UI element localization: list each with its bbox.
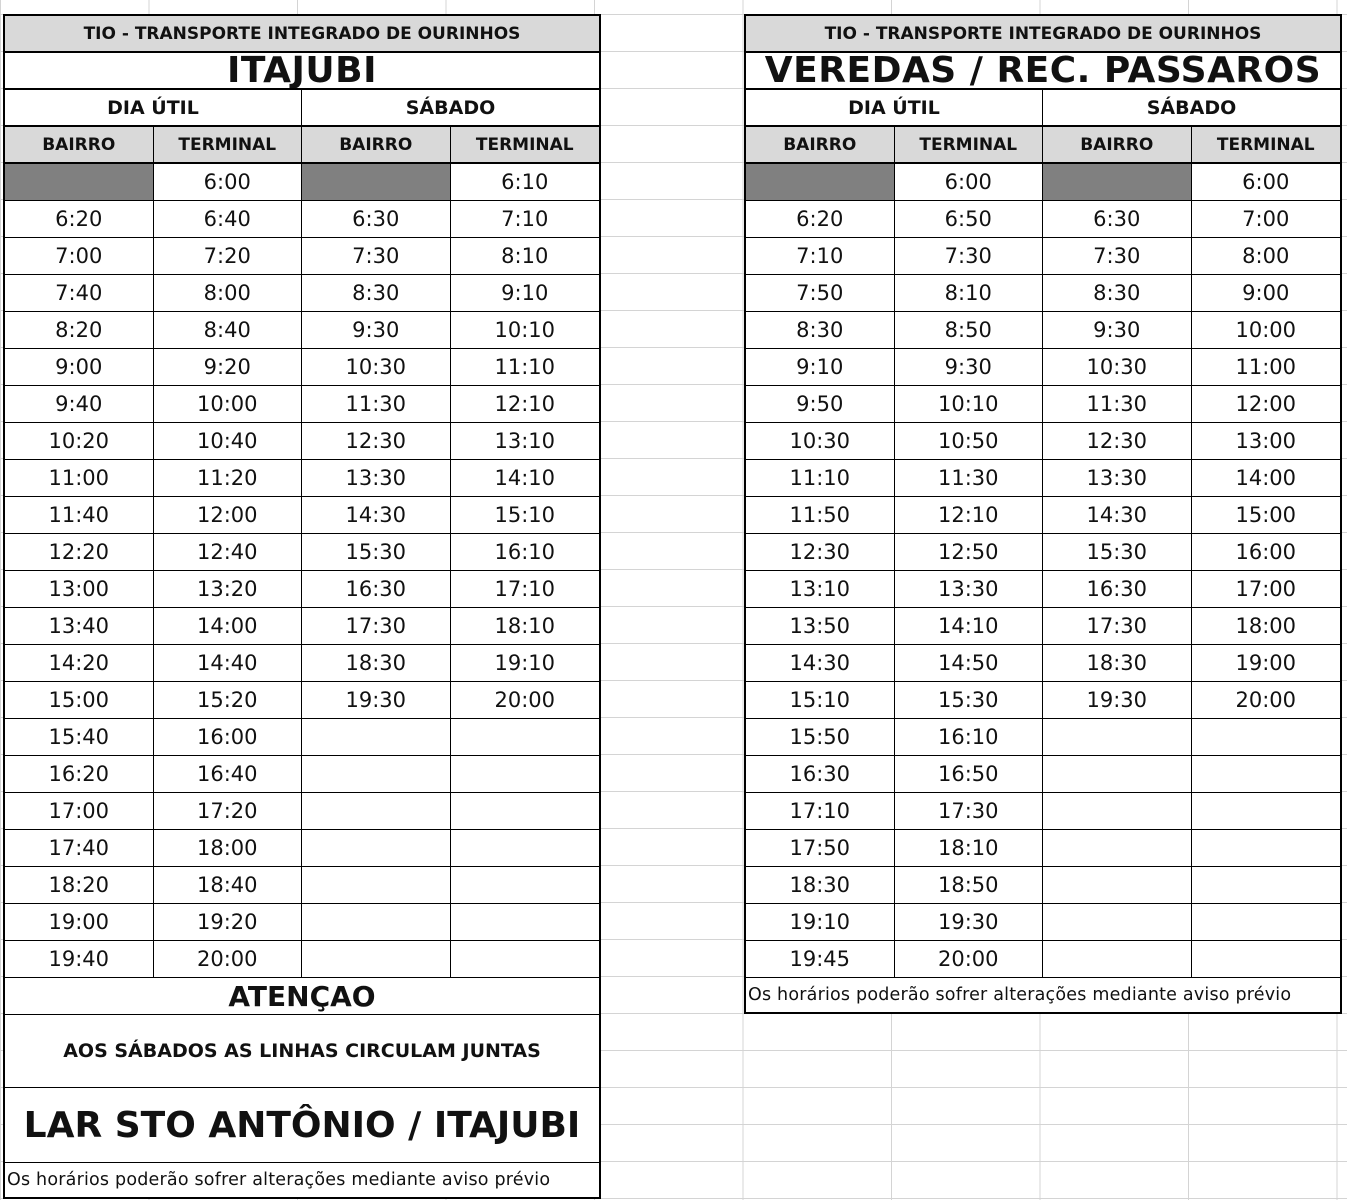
day-header-saturday[interactable]: SÁBADO	[302, 90, 599, 127]
schedule-cell[interactable]: 20:00	[451, 682, 600, 719]
schedule-cell[interactable]: 19:00	[5, 904, 154, 941]
schedule-cell[interactable]	[1192, 867, 1341, 904]
saturday-notice[interactable]: AOS SÁBADOS AS LINHAS CIRCULAM JUNTAS	[5, 1015, 599, 1088]
schedule-cell[interactable]: 13:20	[154, 571, 303, 608]
joint-route-title[interactable]: LAR STO ANTÔNIO / ITAJUBI	[5, 1088, 599, 1163]
schedule-cell[interactable]: 10:00	[1192, 312, 1341, 349]
schedule-cell[interactable]: 7:40	[5, 275, 154, 312]
schedule-cell[interactable]: 17:00	[5, 793, 154, 830]
schedule-cell[interactable]: 17:10	[746, 793, 895, 830]
schedule-cell[interactable]: 19:30	[1043, 682, 1192, 719]
schedule-cell[interactable]: 8:00	[154, 275, 303, 312]
timetable-itajubi	[3, 14, 601, 1199]
schedule-cell[interactable]: 15:30	[895, 682, 1044, 719]
schedule-cell[interactable]: 16:10	[451, 534, 600, 571]
schedule-cell[interactable]: 14:30	[746, 645, 895, 682]
schedule-cell[interactable]	[302, 830, 451, 867]
schedule-cell[interactable]: 18:00	[154, 830, 303, 867]
schedule-cell[interactable]: 7:50	[746, 275, 895, 312]
route-title[interactable]: VEREDAS / REC. PASSAROS	[746, 53, 1340, 90]
schedule-cell[interactable]	[451, 756, 600, 793]
schedule-cell[interactable]: 13:30	[895, 571, 1044, 608]
schedule-cell[interactable]: 18:50	[895, 867, 1044, 904]
schedule-cell[interactable]	[302, 904, 451, 941]
schedule-cell[interactable]: 14:10	[451, 460, 600, 497]
schedule-disclaimer[interactable]: Os horários poderão sofrer alterações mediante aviso prévio	[748, 985, 1292, 1005]
schedule-cell[interactable]	[1192, 830, 1341, 867]
day-header-saturday[interactable]: SÁBADO	[1043, 90, 1340, 127]
column-header-bairro[interactable]: BAIRRO	[302, 127, 451, 164]
schedule-cell[interactable]: 9:00	[5, 349, 154, 386]
route-title[interactable]: ITAJUBI	[5, 53, 599, 90]
schedule-cell[interactable]: 15:50	[746, 719, 895, 756]
schedule-cell[interactable]: 7:10	[746, 238, 895, 275]
schedule-cell[interactable]: 6:50	[895, 201, 1044, 238]
schedule-cell[interactable]: 20:00	[154, 941, 303, 978]
schedule-disclaimer[interactable]: Os horários poderão sofrer alterações mediante aviso prévio	[7, 1170, 551, 1190]
schedule-cell[interactable]: 9:10	[451, 275, 600, 312]
schedule-cell[interactable]: 10:00	[154, 386, 303, 423]
schedule-cell[interactable]: 16:00	[154, 719, 303, 756]
attention-heading[interactable]: ATENÇAO	[5, 978, 599, 1015]
timetable-veredas	[744, 14, 1342, 1014]
schedule-cell[interactable]	[451, 867, 600, 904]
schedule-cell[interactable]	[5, 164, 154, 201]
schedule-cell[interactable]: 10:30	[1043, 349, 1192, 386]
schedule-cell[interactable]: 13:50	[746, 608, 895, 645]
schedule-cell[interactable]: 18:40	[154, 867, 303, 904]
schedule-cell[interactable]: 7:30	[1043, 238, 1192, 275]
schedule-cell[interactable]: 7:00	[5, 238, 154, 275]
schedule-cell[interactable]: 12:40	[154, 534, 303, 571]
schedule-cell[interactable]: 6:30	[1043, 201, 1192, 238]
schedule-cell[interactable]: 6:00	[895, 164, 1044, 201]
schedule-cell[interactable]: 17:00	[1192, 571, 1341, 608]
schedule-cell[interactable]: 8:20	[5, 312, 154, 349]
schedule-cell[interactable]: 13:30	[1043, 460, 1192, 497]
schedule-cell[interactable]: 14:20	[5, 645, 154, 682]
schedule-cell[interactable]: 14:50	[895, 645, 1044, 682]
schedule-cell[interactable]: 9:20	[154, 349, 303, 386]
schedule-cell[interactable]: 19:30	[895, 904, 1044, 941]
schedule-cell[interactable]	[1043, 756, 1192, 793]
schedule-cell[interactable]: 16:30	[1043, 571, 1192, 608]
column-header-bairro[interactable]: BAIRRO	[746, 127, 895, 164]
schedule-cell[interactable]: 14:30	[302, 497, 451, 534]
schedule-cell[interactable]	[302, 164, 451, 201]
schedule-cell[interactable]: 17:50	[746, 830, 895, 867]
schedule-cell[interactable]: 9:30	[895, 349, 1044, 386]
schedule-cell[interactable]: 15:00	[1192, 497, 1341, 534]
column-header-terminal[interactable]: TERMINAL	[451, 127, 600, 164]
schedule-cell[interactable]: 16:40	[154, 756, 303, 793]
schedule-cell[interactable]: 13:10	[746, 571, 895, 608]
schedule-cell[interactable]	[451, 793, 600, 830]
schedule-cell[interactable]: 11:00	[1192, 349, 1341, 386]
schedule-cell[interactable]: 12:30	[746, 534, 895, 571]
column-header-bairro[interactable]: BAIRRO	[5, 127, 154, 164]
schedule-cell[interactable]	[1043, 793, 1192, 830]
schedule-cell[interactable]	[1043, 904, 1192, 941]
schedule-cell[interactable]: 6:30	[302, 201, 451, 238]
schedule-cell[interactable]: 19:20	[154, 904, 303, 941]
schedule-cell[interactable]: 11:30	[1043, 386, 1192, 423]
schedule-cell[interactable]: 10:10	[451, 312, 600, 349]
schedule-cell[interactable]: 11:20	[154, 460, 303, 497]
column-header-terminal[interactable]: TERMINAL	[154, 127, 303, 164]
schedule-cell[interactable]: 11:30	[895, 460, 1044, 497]
schedule-cell[interactable]: 19:10	[746, 904, 895, 941]
schedule-cell[interactable]: 19:40	[5, 941, 154, 978]
schedule-cell[interactable]: 20:00	[1192, 682, 1341, 719]
schedule-cell[interactable]: 12:20	[5, 534, 154, 571]
schedule-cell[interactable]: 11:30	[302, 386, 451, 423]
schedule-cell[interactable]: 8:30	[1043, 275, 1192, 312]
schedule-cell[interactable]: 19:45	[746, 941, 895, 978]
schedule-cell[interactable]: 15:40	[5, 719, 154, 756]
schedule-cell[interactable]	[1192, 756, 1341, 793]
schedule-cell[interactable]: 9:30	[1043, 312, 1192, 349]
schedule-cell[interactable]: 16:30	[302, 571, 451, 608]
schedule-cell[interactable]: 19:00	[1192, 645, 1341, 682]
schedule-cell[interactable]: 8:50	[895, 312, 1044, 349]
schedule-cell[interactable]: 14:40	[154, 645, 303, 682]
schedule-cell[interactable]: 11:50	[746, 497, 895, 534]
schedule-cell[interactable]: 7:30	[302, 238, 451, 275]
schedule-cell[interactable]	[1043, 719, 1192, 756]
schedule-cell[interactable]: 18:10	[895, 830, 1044, 867]
schedule-cell[interactable]: 15:00	[5, 682, 154, 719]
schedule-cell[interactable]: 14:00	[154, 608, 303, 645]
schedule-cell[interactable]: 13:40	[5, 608, 154, 645]
schedule-cell[interactable]: 18:30	[302, 645, 451, 682]
schedule-cell[interactable]: 10:30	[302, 349, 451, 386]
schedule-cell[interactable]: 10:10	[895, 386, 1044, 423]
schedule-cell[interactable]: 8:10	[895, 275, 1044, 312]
schedule-cell[interactable]: 6:20	[5, 201, 154, 238]
schedule-cell[interactable]: 9:10	[746, 349, 895, 386]
schedule-cell[interactable]: 16:10	[895, 719, 1044, 756]
schedule-cell[interactable]: 13:30	[302, 460, 451, 497]
day-header-weekday[interactable]: DIA ÚTIL	[5, 90, 302, 127]
schedule-cell[interactable]: 6:20	[746, 201, 895, 238]
schedule-cell[interactable]: 17:30	[302, 608, 451, 645]
schedule-cell[interactable]: 17:20	[154, 793, 303, 830]
schedule-cell[interactable]: 10:30	[746, 423, 895, 460]
schedule-cell[interactable]: 14:00	[1192, 460, 1341, 497]
schedule-cell[interactable]: 15:20	[154, 682, 303, 719]
schedule-cell[interactable]: 7:20	[154, 238, 303, 275]
schedule-cell[interactable]: 6:00	[1192, 164, 1341, 201]
schedule-cell[interactable]: 18:00	[1192, 608, 1341, 645]
schedule-cell[interactable]: 14:30	[1043, 497, 1192, 534]
schedule-cell[interactable]	[1192, 904, 1341, 941]
schedule-cell[interactable]: 15:10	[451, 497, 600, 534]
schedule-cell[interactable]	[302, 719, 451, 756]
schedule-cell[interactable]: 6:40	[154, 201, 303, 238]
schedule-cell[interactable]: 13:10	[451, 423, 600, 460]
schedule-cell[interactable]	[1192, 793, 1341, 830]
schedule-cell[interactable]: 16:00	[1192, 534, 1341, 571]
schedule-cell[interactable]: 17:30	[895, 793, 1044, 830]
schedule-cell[interactable]	[1043, 867, 1192, 904]
schedule-cell[interactable]	[1043, 941, 1192, 978]
schedule-cell[interactable]: 15:30	[1043, 534, 1192, 571]
schedule-cell[interactable]: 18:30	[746, 867, 895, 904]
schedule-cell[interactable]: 16:50	[895, 756, 1044, 793]
schedule-cell[interactable]: 8:00	[1192, 238, 1341, 275]
schedule-cell[interactable]: 12:30	[1043, 423, 1192, 460]
schedule-cell[interactable]	[451, 830, 600, 867]
day-header-weekday[interactable]: DIA ÚTIL	[746, 90, 1043, 127]
schedule-cell[interactable]: 6:10	[451, 164, 600, 201]
schedule-cell[interactable]	[302, 941, 451, 978]
schedule-cell[interactable]: 13:00	[1192, 423, 1341, 460]
schedule-cell[interactable]: 15:10	[746, 682, 895, 719]
schedule-cell[interactable]	[451, 904, 600, 941]
schedule-cell[interactable]: 16:30	[746, 756, 895, 793]
schedule-cell[interactable]	[451, 941, 600, 978]
schedule-cell[interactable]	[1192, 719, 1341, 756]
column-header-bairro[interactable]: BAIRRO	[1043, 127, 1192, 164]
schedule-cell[interactable]: 14:10	[895, 608, 1044, 645]
schedule-cell[interactable]	[1043, 164, 1192, 201]
schedule-cell[interactable]: 15:30	[302, 534, 451, 571]
schedule-cell[interactable]: 19:10	[451, 645, 600, 682]
schedule-cell[interactable]: 7:00	[1192, 201, 1341, 238]
schedule-cell[interactable]: 7:10	[451, 201, 600, 238]
schedule-cell[interactable]	[451, 719, 600, 756]
schedule-cell[interactable]: 18:30	[1043, 645, 1192, 682]
schedule-cell[interactable]: 9:50	[746, 386, 895, 423]
schedule-cell[interactable]: 17:30	[1043, 608, 1192, 645]
schedule-cell[interactable]	[746, 164, 895, 201]
schedule-cell[interactable]: 18:20	[5, 867, 154, 904]
schedule-cell[interactable]: 11:40	[5, 497, 154, 534]
schedule-cell[interactable]	[1043, 830, 1192, 867]
schedule-cell[interactable]: 8:40	[154, 312, 303, 349]
schedule-cell[interactable]: 18:10	[451, 608, 600, 645]
schedule-cell[interactable]: 9:30	[302, 312, 451, 349]
schedule-cell[interactable]: 7:30	[895, 238, 1044, 275]
schedule-cell[interactable]: 10:20	[5, 423, 154, 460]
schedule-cell[interactable]: 10:40	[154, 423, 303, 460]
schedule-cell[interactable]: 9:40	[5, 386, 154, 423]
schedule-cell[interactable]: 8:30	[302, 275, 451, 312]
schedule-cell[interactable]: 6:00	[154, 164, 303, 201]
schedule-cell[interactable]	[302, 867, 451, 904]
schedule-cell[interactable]: 8:30	[746, 312, 895, 349]
column-header-terminal[interactable]: TERMINAL	[895, 127, 1044, 164]
company-name[interactable]: TIO - TRANSPORTE INTEGRADO DE OURINHOS	[746, 16, 1340, 53]
schedule-cell[interactable]: 12:30	[302, 423, 451, 460]
schedule-cell[interactable]: 12:00	[154, 497, 303, 534]
schedule-cell[interactable]: 12:10	[895, 497, 1044, 534]
schedule-cell[interactable]	[1192, 941, 1341, 978]
schedule-cell[interactable]: 17:40	[5, 830, 154, 867]
schedule-cell[interactable]: 19:30	[302, 682, 451, 719]
schedule-cell[interactable]: 12:00	[1192, 386, 1341, 423]
schedule-cell[interactable]: 20:00	[895, 941, 1044, 978]
schedule-cell[interactable]: 8:10	[451, 238, 600, 275]
schedule-cell[interactable]: 11:00	[5, 460, 154, 497]
schedule-cell[interactable]: 17:10	[451, 571, 600, 608]
schedule-cell[interactable]: 11:10	[746, 460, 895, 497]
schedule-cell[interactable]: 11:10	[451, 349, 600, 386]
schedule-cell[interactable]: 12:50	[895, 534, 1044, 571]
schedule-cell[interactable]: 9:00	[1192, 275, 1341, 312]
schedule-cell[interactable]: 12:10	[451, 386, 600, 423]
schedule-cell[interactable]	[302, 756, 451, 793]
schedule-cell[interactable]: 13:00	[5, 571, 154, 608]
schedule-cell[interactable]	[302, 793, 451, 830]
schedule-cell[interactable]: 16:20	[5, 756, 154, 793]
company-name[interactable]: TIO - TRANSPORTE INTEGRADO DE OURINHOS	[5, 16, 599, 53]
schedule-cell[interactable]: 10:50	[895, 423, 1044, 460]
column-header-terminal[interactable]: TERMINAL	[1192, 127, 1341, 164]
